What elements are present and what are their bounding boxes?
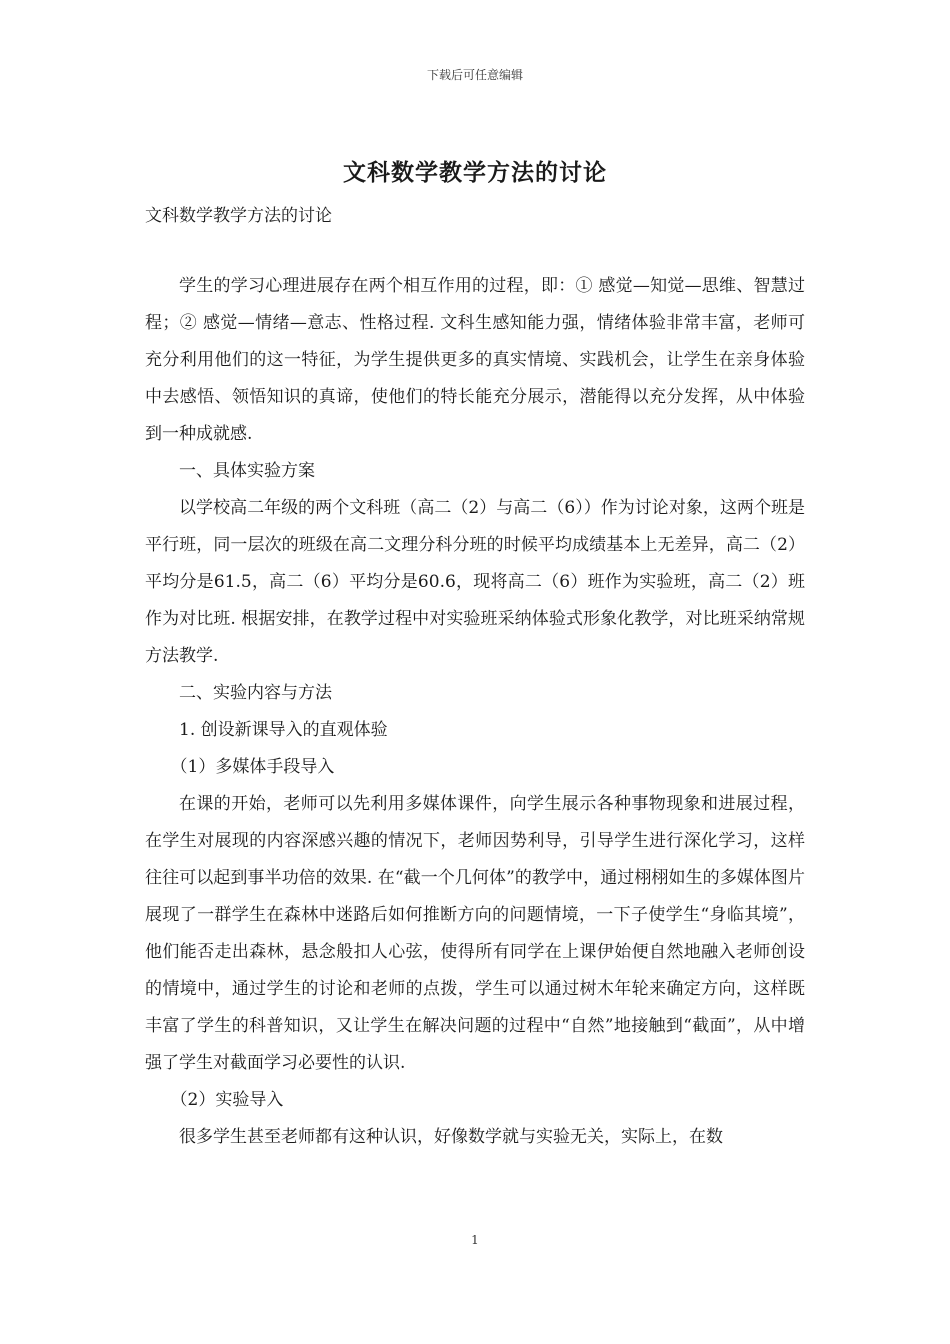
subsubsection-heading-1: （1）多媒体手段导入 — [170, 757, 335, 777]
paragraph-multimedia: 在课的开始，老师可以先利用多媒体课件，向学生展示各种事物现象和进展过程，在学生对展现的内容深感兴趣的情况下，老师因势利导，引导学生进行深化学习，这样往往可以起到事半功倍的效果. 在“截一个几何体”的教学中，通过栩栩如生的多媒体图片展现了一群学生在森林中迷路后如何推断方向的问题情境，一下子使学生“身临其境”，他们能否走出森林，悬念般扣人心弦，使得所有同学在上课伊始便自然地融入老师创设的情境中，通过学生的讨论和老师的点拨，学生可以通过树木年轮来确定方向，这样既丰富了学生的科普知识，又让学生在解决问题的过程中“自然”地接触到“截面”，从中增强了学生对截面学习必要性的认识. — [145, 794, 805, 1073]
document-subtitle: 文科数学教学方法的讨论 — [145, 206, 332, 226]
document-body — [145, 268, 805, 1156]
paragraph-intro: 学生的学习心理进展存在两个相互作用的过程，即：① 感觉—知觉—思维、智慧过程；② 感觉—情绪—意志、性格过程. 文科生感知能力强，情绪体验非常丰富，老师可充分利用他们的这一特征，为学生提供更多的真实情境、实践机会，让学生在亲身体验中去感悟、领悟知识的真谛，使他们的特长能充分展示，潜能得以充分发挥，从中体验到一种成就感. — [145, 276, 805, 444]
section-heading-1: 一、具体实验方案 — [179, 461, 315, 481]
document-title: 文科数学教学方法的讨论 — [343, 159, 607, 186]
paragraph-experiment-plan: 以学校高二年级的两个文科班（高二（2）与高二（6））作为讨论对象，这两个班是平行班，同一层次的班级在高二文理分科分班的时候平均成绩基本上无差异，高二（2）平均分是61.5，高二（6）平均分是60.6，现将高二（6）班作为实验班，高二（2）班作为对比班. 根据安排，在教学过程中对实验班采纳体验式形象化教学，对比班采纳常规方法教学. — [145, 498, 805, 666]
section-heading-2: 二、实验内容与方法 — [179, 683, 332, 703]
subsection-heading-1: 1. 创设新课导入的直观体验 — [179, 720, 388, 740]
page-number: 1 — [471, 1233, 479, 1247]
page-header: 下载后可任意编辑 — [426, 68, 523, 82]
paragraph-experiment-intro: 很多学生甚至老师都有这种认识，好像数学就与实验无关，实际上，在数 — [179, 1127, 723, 1147]
subsubsection-heading-2: （2）实验导入 — [170, 1090, 284, 1110]
